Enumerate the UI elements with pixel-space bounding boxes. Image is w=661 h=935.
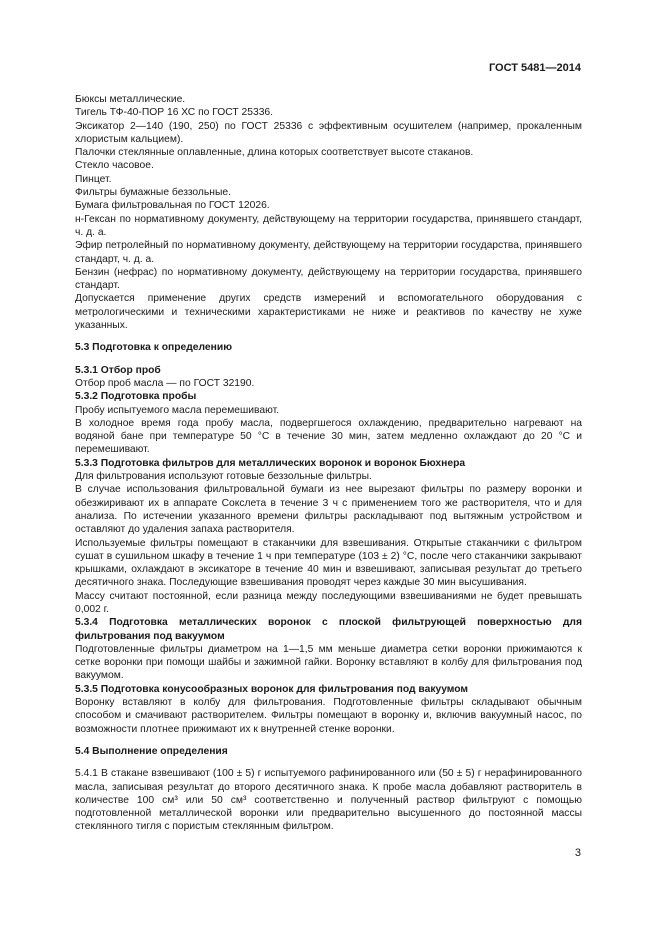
- subsection-title-5-3-3: 5.3.3 Подготовка фильтров для металлических воронок и воронок Бюхнера: [75, 457, 466, 469]
- subsection-title-5-3-1: 5.3.1 Отбор проб: [75, 364, 161, 376]
- section-title-5-3: 5.3 Подготовка к определению: [75, 342, 232, 354]
- paragraph: Бюксы металлические.: [75, 94, 186, 105]
- page-number: 3: [574, 847, 581, 859]
- paragraph: Пинцет.: [75, 173, 112, 185]
- paragraph: Эфир петролейный по нормативному документу, действующему на территории государства, принявшего стандарт, ч. д. а.: [75, 240, 582, 265]
- subsection-title-5-3-2: 5.3.2 Подготовка пробы: [75, 391, 197, 403]
- paragraph: Используемые фильтры помещают в стаканчики для взвешивания. Открытые стаканчики с фильтром сушат в сушильном шкафу в течение 1 ч при температуре (103 ± 2) °С, после чего стаканчики закрывают крышками, охлаждают в эксикаторе в течение 40 мин и взвешивают, записывая результат до третьего десятичного знака. Последующие взвешивания проводят через каждые 30 мин высушивания.: [75, 537, 582, 589]
- paragraph: В случае использования фильтровальной бумаги из нее вырезают фильтры по размеру воронки и обезжиривают их в аппарате Сокслета в течение 3 ч с применением того же растворителя, что и для анализа. По истечении указанного времени фильтры раскладывают под вытяжным устройством и оставляют до удаления запаха растворителя.: [75, 484, 582, 536]
- paragraph: В холодное время года пробу масла, подвергшегося охлаждению, предварительно нагревают на водяной бане при температуре 50 °С в течение 30 мин, затем медленно охлаждают до 20 °С и перемешивают.: [75, 417, 582, 456]
- paragraph: Пробу испытуемого масла перемешивают.: [75, 404, 280, 416]
- paragraph: Бумага фильтровальная по ГОСТ 12026.: [75, 200, 270, 212]
- paragraph: Тигель ТФ-40-ПОР 16 ХС по ГОСТ 25336.: [75, 107, 274, 119]
- paragraph: н-Гексан по нормативному документу, действующему на территории государства, принявшего стандарт, ч. д. а.: [75, 213, 582, 238]
- paragraph: Бензин (нефрас) по нормативному документу, действующему на территории государства, принявшего стандарт.: [75, 266, 582, 292]
- standard-header: ГОСТ 5481—2014: [488, 62, 581, 74]
- paragraph: Палочки стеклянные оплавленные, длина которых соответствует высоте стаканов.: [75, 147, 474, 159]
- paragraph: Отбор проб масла — по ГОСТ 32190.: [75, 377, 255, 389]
- paragraph: Подготовленные фильтры диаметром на 1—1,5 мм меньше диаметра сетки воронки прижимаются к сетке воронки при помощи шайбы и зажимной гайки. Воронку вставляют в колбу для фильтрования под вакуумом.: [75, 643, 582, 682]
- subsection-title-5-3-4: 5.3.4 Подготовка металлических воронок с плоской фильтрующей поверхностью для фильтрования под вакуумом: [75, 617, 582, 642]
- paragraph: Для фильтрования используют готовые беззольные фильтры.: [75, 471, 372, 483]
- paragraph: Эксикатор 2—140 (190, 250) по ГОСТ 25336 с эффективным осушителем (например, прокаленным хлористым кальцием).: [75, 120, 582, 145]
- paragraph: Стекло часовое.: [75, 160, 154, 172]
- section-title-5-4: 5.4 Выполнение определения: [75, 745, 228, 757]
- paragraph: Допускается применение других средств измерений и вспомогательного оборудования с метрологическими и техническими характеристиками не ниже и реактивов по качеству не хуже указанных.: [75, 293, 582, 332]
- subsection-title-5-3-5: 5.3.5 Подготовка конусообразных воронок для фильтрования под вакуумом: [75, 683, 469, 695]
- paragraph: 5.4.1 В стакане взвешивают (100 ± 5) г испытуемого рафинированного или (50 ± 5) г нерафинированного масла, записывая результат до второго десятичного знака. К пробе масла добавляют растворитель в количестве 100 см³ или 50 см³ соответственно и полученный раствор фильтруют с помощью подготовленной металлической воронки или предварительно высушенного до постоянной массы стеклянного тигля с пористым стеклянным фильтром.: [75, 768, 582, 833]
- paragraph: Воронку вставляют в колбу для фильтрования. Подготовленные фильтры складывают обычным способом и смачивают растворителем. Фильтры помещают в воронку и, включив вакуумный насос, по возможности плотнее прижимают их к внутренней стенке воронки.: [75, 697, 582, 735]
- document-body: [75, 93, 582, 834]
- paragraph: Массу считают постоянной, если разница между последующими взвешиваниями не будет превышать 0,002 г.: [75, 590, 582, 615]
- paragraph: Фильтры бумажные беззольные.: [75, 187, 231, 199]
